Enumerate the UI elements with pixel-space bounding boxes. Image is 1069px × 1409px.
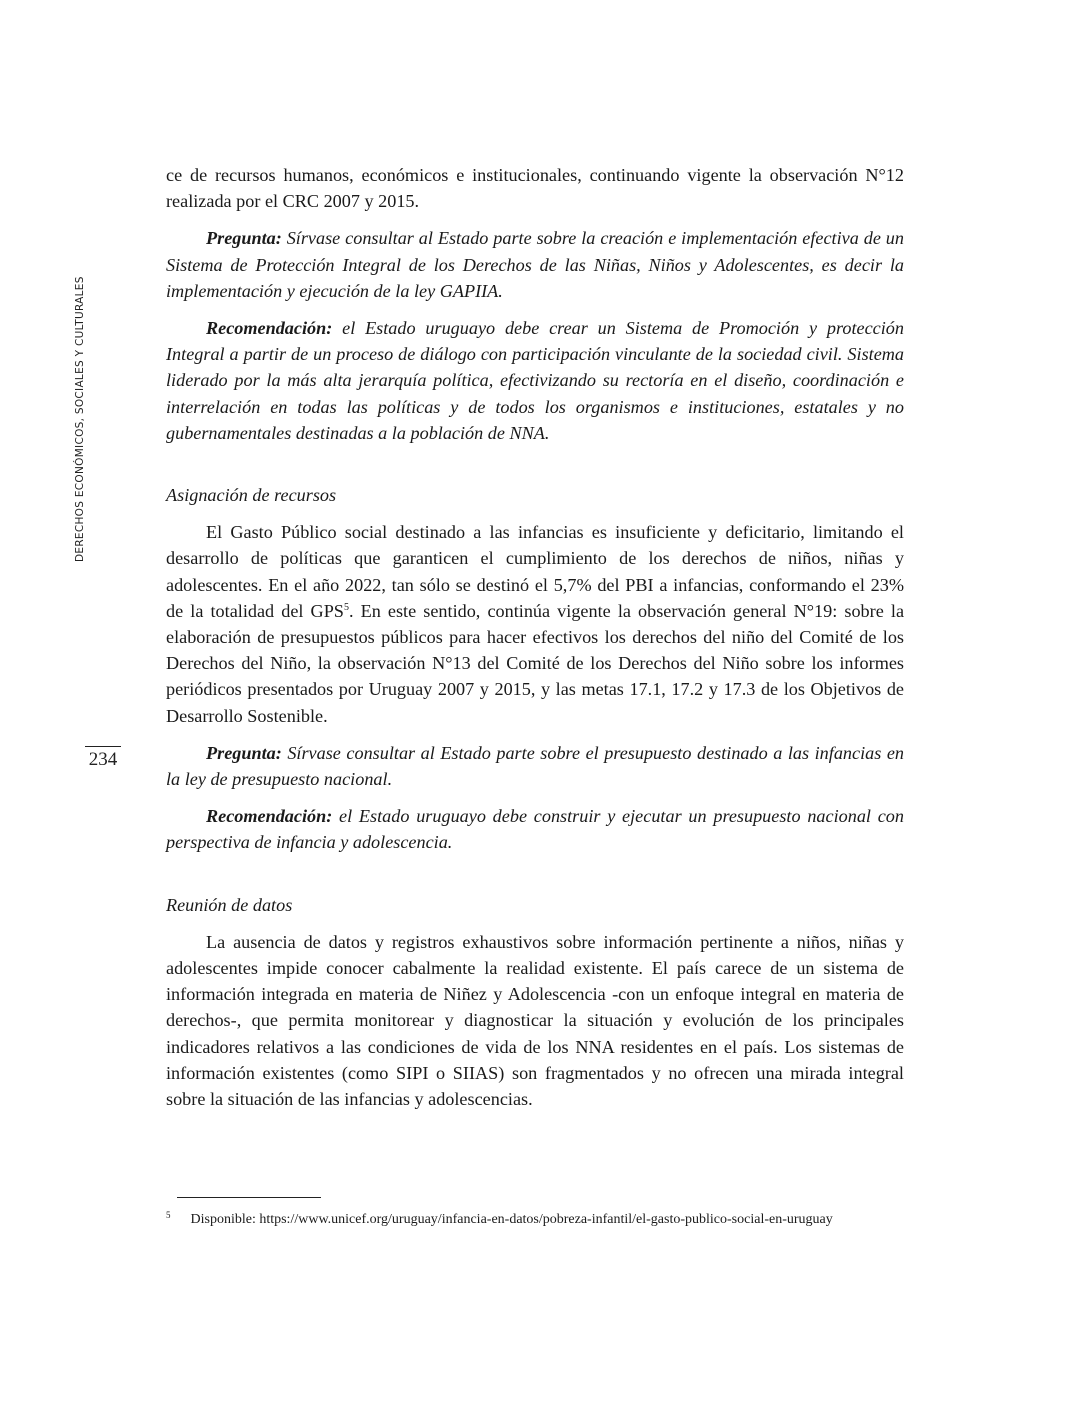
- recomendacion-label: Recomendación:: [206, 806, 333, 827]
- running-side-header: DERECHOS ECONÓMICOS, SOCIALES Y CULTURALES: [74, 276, 86, 562]
- paragraph-pregunta-2: [166, 740, 904, 792]
- pregunta-label: Pregunta:: [206, 228, 282, 249]
- footnote-separator: [177, 1197, 321, 1198]
- pregunta-text: Sírvase consultar al Estado parte sobre la creación e implementación efectiva de un Sistema de Protección Integral de los Derechos de las Niñas, Niños y Adolescentes, es decir la implementación y ejecución de la ley GAPIIA.: [166, 228, 904, 301]
- pregunta-label: Pregunta:: [206, 742, 282, 763]
- footnote-number: 5: [166, 1210, 171, 1220]
- body-text-part: El Gasto Público social destinado a las infancias es insuficiente y deficitario, limitando el desarrollo de políticas que garanticen el cumplimiento de los derechos de niños, niñas y adolescentes. En el año 2022, tan sólo se destinó el 5,7% del PBI a infancias, conformando el 23% de la totalidad del GPS: [166, 522, 904, 621]
- recomendacion-label: Recomendación:: [206, 318, 333, 339]
- body-text-part: . En este sentido, continúa vigente la observación general N°19: sobre la elaboración de presupuestos públicos para hacer efectivos los derechos del niño del Comité de los Derechos del Niño, la observación N°13 del Comité de los Derechos del Niño sobre los informes periódicos presentados por Uruguay 2007 y 2015, y las metas 17.1, 17.2 y 17.3 de los Objetivos de Desarrollo Sostenible.: [166, 600, 905, 726]
- paragraph-recomendacion-2: [166, 803, 904, 855]
- paragraph-pregunta-1: [166, 225, 904, 304]
- pregunta-text: Sírvase consultar al Estado parte sobre el presupuesto destinado a las infancias en la ley de presupuesto nacional.: [166, 742, 904, 790]
- body-text: [166, 162, 904, 1112]
- page-number: 234: [85, 746, 121, 771]
- section-heading-reunion: Reunión de datos: [166, 894, 293, 915]
- paragraph-reunion-body: La ausencia de datos y registros exhaustivos sobre información pertinente a niños, niñas y adolescentes impide conocer cabalmente la realidad existente. El país carece de un sistema de información integrada en materia de Niñez y Adolescencia -con un enfoque integral en materia de derechos-, que permita monitorear y diagnosticar la situación y evolución de los principales indicadores relativos a las condiciones de vida de los NNA residentes en el país. Los sistemas de información existentes (como SIPI o SIIAS) son fragmentados y no ofrecen una mirada integral sobre la situación de las infancias y adolescencias.: [166, 931, 904, 1110]
- paragraph-intro-continuation: ce de recursos humanos, económicos e institucionales, continuando vigente la observación N°12 realizada por el CRC 2007 y 2015.: [166, 165, 904, 212]
- recomendacion-text: el Estado uruguayo debe construir y ejecutar un presupuesto nacional con perspectiva de infancia y adolescencia.: [166, 806, 904, 853]
- paragraph-asignacion-body: [166, 519, 904, 729]
- section-heading-asignacion: Asignación de recursos: [166, 485, 337, 506]
- paragraph-recomendacion-1: [166, 315, 904, 446]
- footnote-reference[interactable]: 5: [343, 601, 349, 613]
- footnote: [166, 1205, 904, 1230]
- footnote-text[interactable]: Disponible: https://www.unicef.org/uruguay/infancia-en-datos/pobreza-infantil/el-gasto-publico-social-en-uruguay: [190, 1212, 833, 1227]
- recomendacion-text: el Estado uruguayo debe crear un Sistema de Promoción y protección Integral a partir de un proceso de diálogo con participación vinculante de la sociedad civil. Sistema liderado por la más alta jerarquía política, efectivizando su rectoría en el diseño, coordinación e interrelación en todas las políticas y de todos los organismos e instituciones, estatales y no gubernamentales destinadas a la población de NNA.: [166, 318, 904, 443]
